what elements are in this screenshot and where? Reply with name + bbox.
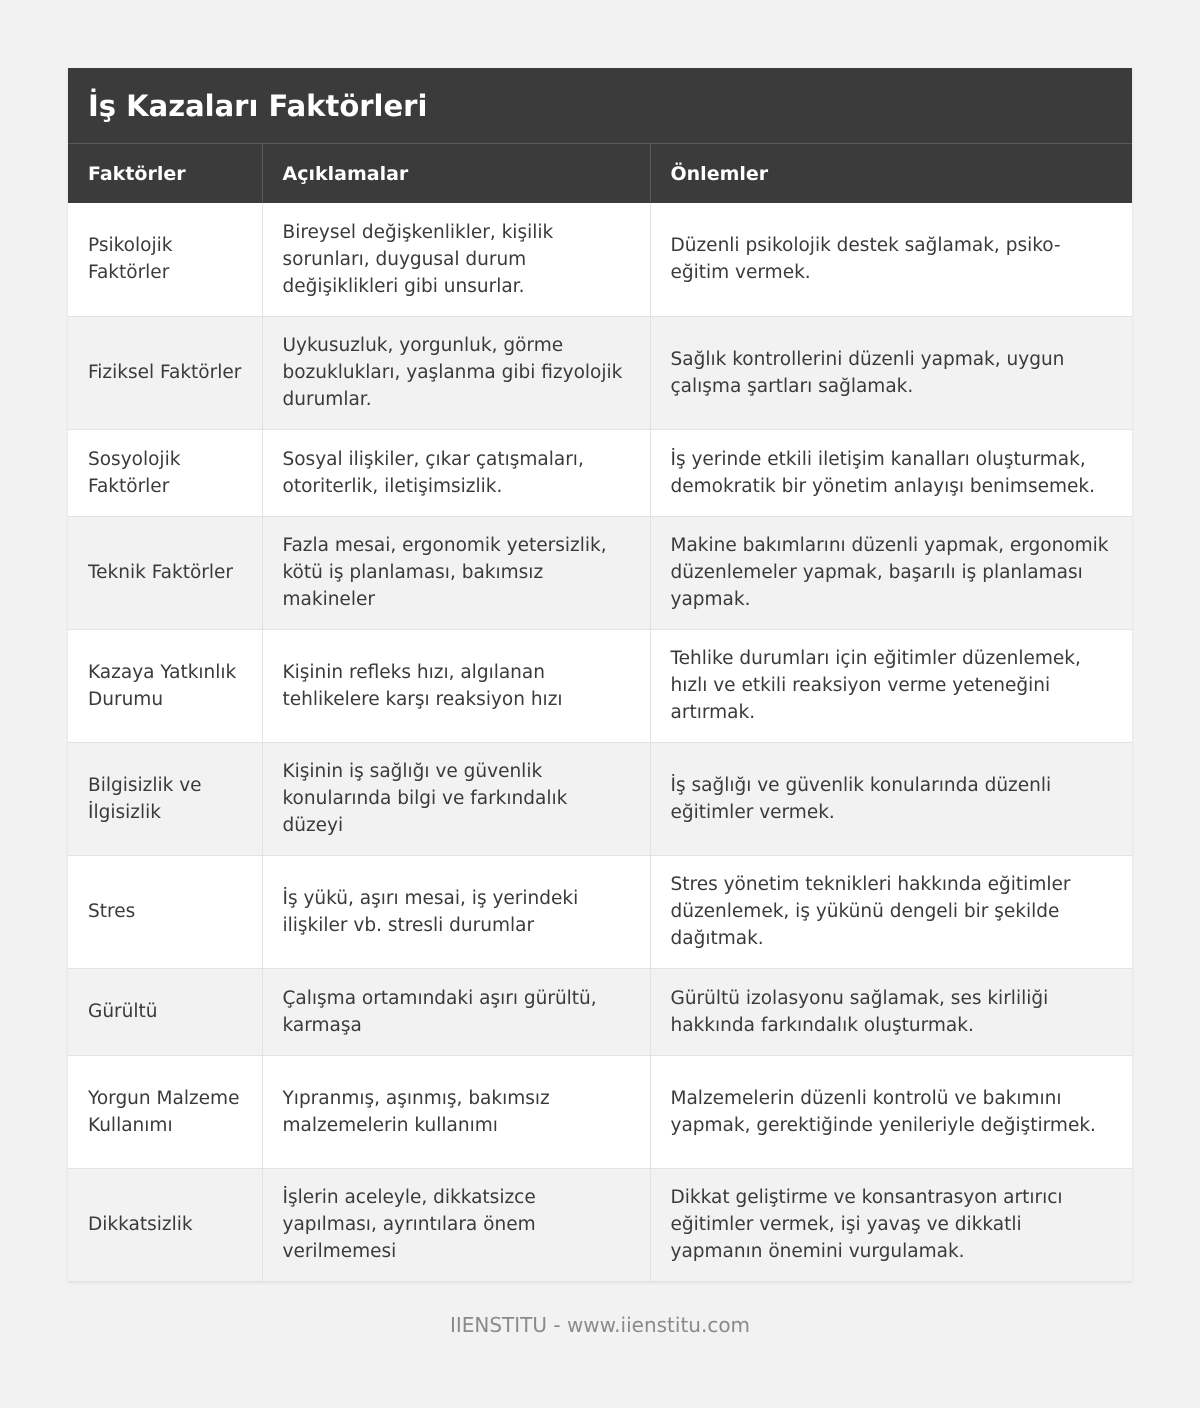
- table-row: [68, 1168, 1132, 1281]
- column-header-factors: Faktörler: [68, 144, 262, 203]
- cell-description: Yıpranmış, aşınmış, bakımsız malzemelerin kullanımı: [262, 1055, 650, 1168]
- table-row: [68, 516, 1132, 629]
- column-header-descriptions: Açıklamalar: [262, 144, 650, 203]
- cell-factor: Kazaya Yatkınlık Durumu: [68, 629, 262, 742]
- cell-factor: Stres: [68, 855, 262, 968]
- cell-factor: Yorgun Malzeme Kullanımı: [68, 1055, 262, 1168]
- table-row: [68, 429, 1132, 516]
- cell-description: Kişinin iş sağlığı ve güvenlik konularında bilgi ve farkındalık düzeyi: [262, 742, 650, 855]
- table-row: [68, 629, 1132, 742]
- cell-measure: İş yerinde etkili iletişim kanalları oluşturmak, demokratik bir yönetim anlayışı benimsemek.: [650, 429, 1132, 516]
- table-row: [68, 203, 1132, 316]
- table-card: [68, 68, 1132, 1282]
- cell-measure: Malzemelerin düzenli kontrolü ve bakımını yapmak, gerektiğinde yenileriyle değiştirmek.: [650, 1055, 1132, 1168]
- column-header-measures: Önlemler: [650, 144, 1132, 203]
- header-row: [68, 144, 1132, 203]
- cell-measure: Düzenli psikolojik destek sağlamak, psiko-eğitim vermek.: [650, 203, 1132, 316]
- table-row: [68, 855, 1132, 968]
- cell-description: İşlerin aceleyle, dikkatsizce yapılması, ayrıntılara önem verilmemesi: [262, 1168, 650, 1281]
- cell-factor: Bilgisizlik ve İlgisizlik: [68, 742, 262, 855]
- table-title: İş Kazaları Faktörleri: [68, 68, 1132, 144]
- cell-measure: Makine bakımlarını düzenli yapmak, ergonomik düzenlemeler yapmak, başarılı iş planlaması yapmak.: [650, 516, 1132, 629]
- cell-description: Fazla mesai, ergonomik yetersizlik, kötü iş planlaması, bakımsız makineler: [262, 516, 650, 629]
- table-body: [68, 203, 1132, 1281]
- cell-description: İş yükü, aşırı mesai, iş yerindeki ilişkiler vb. stresli durumlar: [262, 855, 650, 968]
- table-header: [68, 144, 1132, 203]
- cell-measure: Tehlike durumları için eğitimler düzenlemek, hızlı ve etkili reaksiyon verme yeteneğini artırmak.: [650, 629, 1132, 742]
- cell-measure: Sağlık kontrollerini düzenli yapmak, uygun çalışma şartları sağlamak.: [650, 316, 1132, 429]
- table-row: [68, 742, 1132, 855]
- cell-measure: Gürültü izolasyonu sağlamak, ses kirliliği hakkında farkındalık oluşturmak.: [650, 968, 1132, 1055]
- factors-table: [68, 144, 1132, 1282]
- cell-description: Çalışma ortamındaki aşırı gürültü, karmaşa: [262, 968, 650, 1055]
- cell-measure: Dikkat geliştirme ve konsantrasyon artırıcı eğitimler vermek, işi yavaş ve dikkatli yapmanın önemini vurgulamak.: [650, 1168, 1132, 1281]
- cell-factor: Gürültü: [68, 968, 262, 1055]
- cell-description: Sosyal ilişkiler, çıkar çatışmaları, otoriterlik, iletişimsizlik.: [262, 429, 650, 516]
- cell-measure: Stres yönetim teknikleri hakkında eğitimler düzenlemek, iş yükünü dengeli bir şekilde dağıtmak.: [650, 855, 1132, 968]
- cell-factor: Psikolojik Faktörler: [68, 203, 262, 316]
- cell-description: Kişinin refleks hızı, algılanan tehlikelere karşı reaksiyon hızı: [262, 629, 650, 742]
- table-row: [68, 1055, 1132, 1168]
- cell-factor: Sosyolojik Faktörler: [68, 429, 262, 516]
- footer-credit: IIENSTITU - www.iienstitu.com: [449, 1313, 751, 1337]
- table-row: [68, 968, 1132, 1055]
- cell-factor: Dikkatsizlik: [68, 1168, 262, 1281]
- cell-factor: Fiziksel Faktörler: [68, 316, 262, 429]
- cell-factor: Teknik Faktörler: [68, 516, 262, 629]
- cell-description: Bireysel değişkenlikler, kişilik sorunları, duygusal durum değişiklikleri gibi unsurlar.: [262, 203, 650, 316]
- cell-description: Uykusuzluk, yorgunluk, görme bozuklukları, yaşlanma gibi fizyolojik durumlar.: [262, 316, 650, 429]
- cell-measure: İş sağlığı ve güvenlik konularında düzenli eğitimler vermek.: [650, 742, 1132, 855]
- table-row: [68, 316, 1132, 429]
